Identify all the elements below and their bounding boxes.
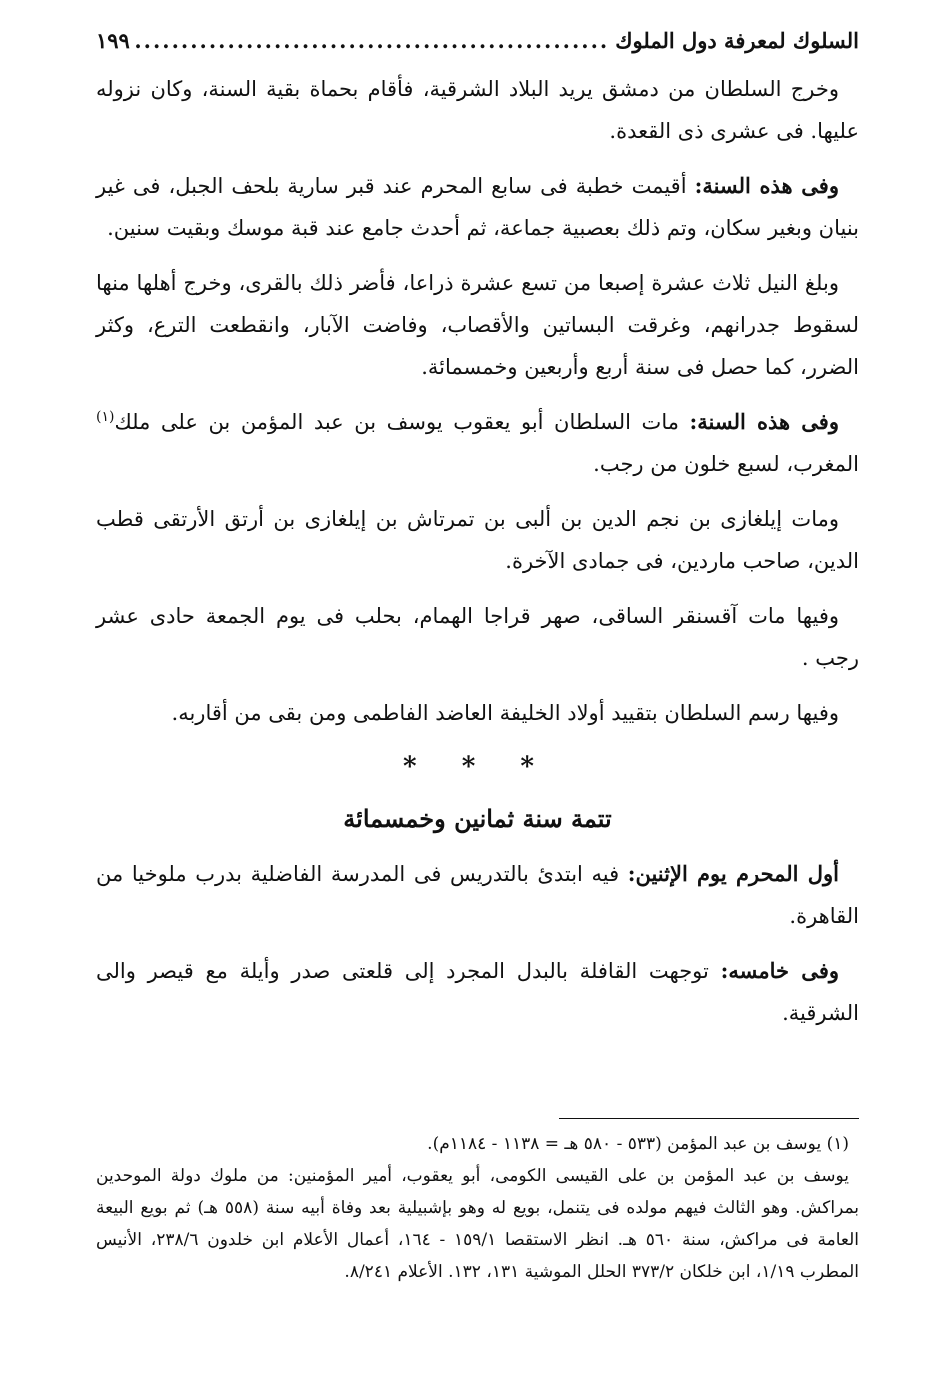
paragraph-lead: وفى خامسه: [720,958,839,983]
paragraph-lead: أول المحرم يوم الإثنين: [627,861,839,886]
paragraph: وفيها مات آقسنقر الساقى، صهر قراجا الهمام، بحلب فى يوم الجمعة حادى عشر رجب . [96,604,859,670]
paragraph-lead: وفى هذه السنة: [694,173,839,198]
paragraph: وبلغ النيل ثلاث عشرة إصبعا من تسع عشرة ذراعا، فأضر ذلك بالقرى، وخرج أهلها منها لسقوط جدرانهم، وغرقت البساتين والأقصاب، وفاضت الآبار، وانقطعت الترع، وكثر الضرر، كما حصل فى سنة أربع وأربعين وخمسمائة. [96,271,859,379]
main-text [96,68,859,1034]
header-leader-dots [136,28,609,53]
footnote-reference[interactable]: (١) [96,409,115,425]
paragraph: ومات إيلغازى بن نجم الدين بن ألبى بن تمرتاش بن إيلغازى بن أرتق الأرتقى قطب الدين، صاحب ماردين، فى جمادى الآخرة. [96,507,859,573]
footnote-heading: (١) يوسف بن عبد المؤمن (٥٣٣ - ٥٨٠ هـ = ١١٣٨ - ١١٨٤م). [427,1134,849,1154]
paragraph: وخرج السلطان من دمشق يريد البلاد الشرقية، فأقام بحماة بقية السنة، وكان نزوله عليها. فى عشرى ذى القعدة. [96,77,859,143]
footnote-text: يوسف بن عبد المؤمن بن على القيسى الكومى، أبو يعقوب، أمير المؤمنين: من ملوك دولة الموحدين بمراكش. وهو الثالث فيهم مولده فى يتنمل، بويع له وهو بإشبيلية بعد وفاة أبيه سنة (٥٥٨ هـ) ثم بويع البيعة العامة فى مراكش، سنة ٥٦٠ هـ. انظر الاستقصا ١٥٩/١ - ١٦٤، أعمال الأعلام ابن خلدون ٢٣٨/٦، الأنيس المطرب ١/١٩، ابن خلكان ٣٧٣/٢ الحلل الموشية ١٣١، ١٣٢. الأعلام ٨/٢٤١. [96,1166,860,1282]
paragraph: وفى هذه السنة: مات السلطان أبو يعقوب يوسف بن عبد المؤمن بن على ملك$^{(١)}$ المغرب، لسبع خلون من رجب. [96,409,859,476]
running-header [96,24,859,68]
section-heading: تتمة سنة ثمانين وخمسمائة [343,804,612,833]
page-number: ١٩٩ [96,28,130,53]
book-title: السلوك لمعرفة دول الملوك [615,28,859,53]
section-separator: * * * [403,752,552,782]
footnotes [96,1128,859,1288]
book-page [96,24,859,1366]
paragraph: أول المحرم يوم الإثنين: فيه ابتدئ بالتدريس فى المدرسة الفاضلية بدرب ملوخيا من القاهرة. [96,861,859,928]
paragraph-lead: وفى هذه السنة: [689,409,839,434]
paragraph: وفى هذه السنة: أقيمت خطبة فى سابع المحرم عند قبر سارية بلحف الجبل، فى غير بنيان وبغير سكان، وتم ذلك بعصبية جماعة، ثم أحدث جامع عند قبة موسك وبقيت سنين. [96,173,859,240]
paragraph: وفى خامسه: توجهت القافلة بالبدل المجرد إلى قلعتى صدر وأيلة مع قيصر والى الشرقية. [96,958,859,1025]
paragraph: وفيها رسم السلطان بتقييد أولاد الخليفة العاضد الفاطمى ومن بقى من أقاربه. [171,701,839,725]
footnote-divider [559,1118,859,1119]
